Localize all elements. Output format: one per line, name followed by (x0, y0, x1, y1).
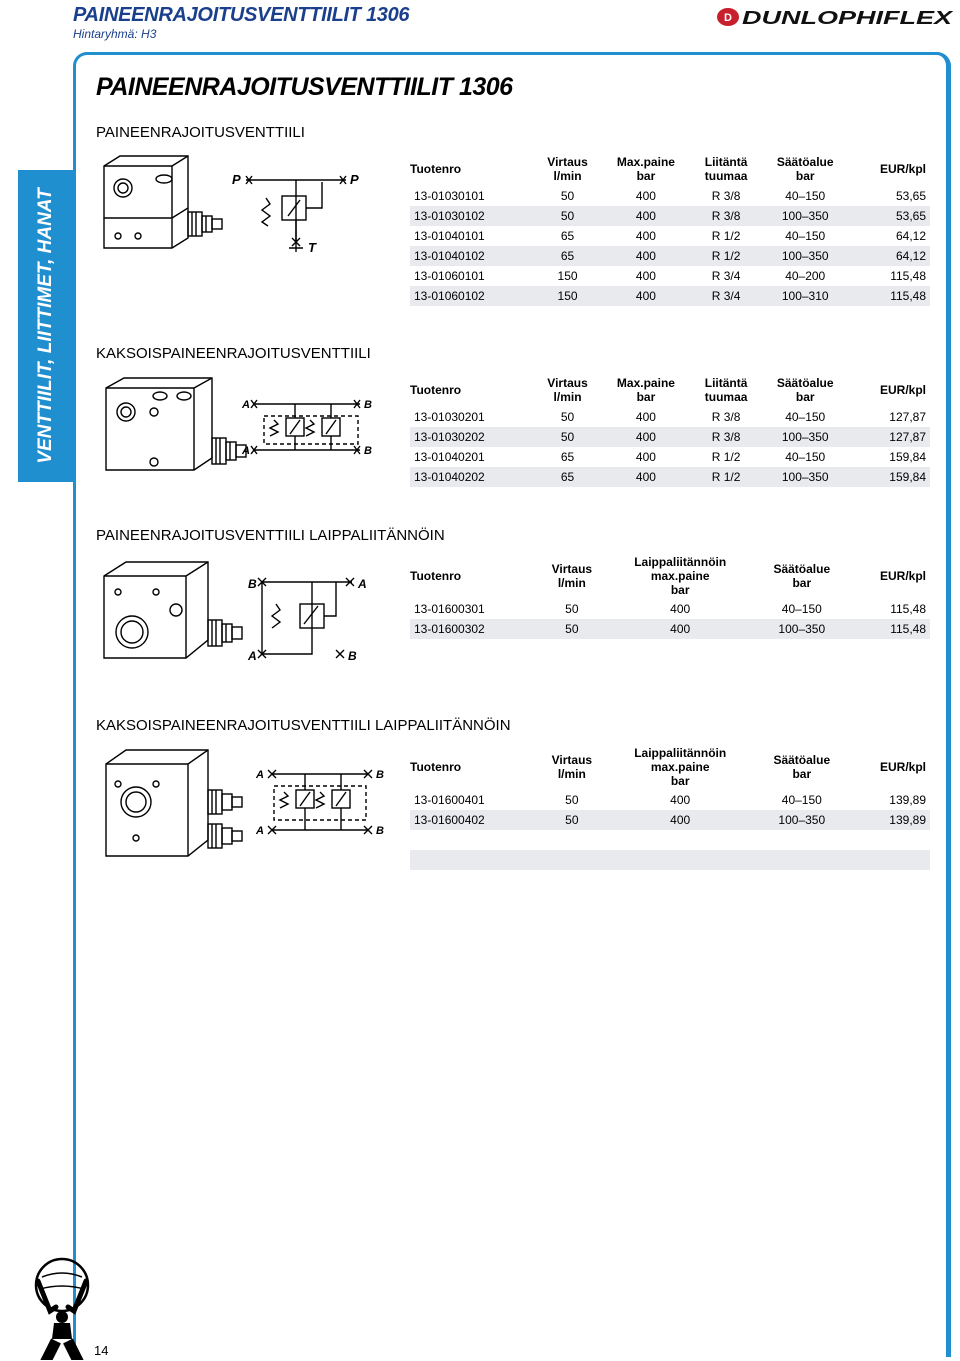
column-header: EUR/kpl (879, 569, 926, 583)
table-cell (848, 830, 930, 850)
table-cell: 115,48 (890, 602, 926, 616)
table-cell (410, 830, 539, 850)
table-cell (605, 830, 755, 850)
double-flange-relief-valve-drawing (96, 744, 408, 864)
column-header: Laippaliitännöin max.paine bar (634, 555, 727, 597)
table-cell: R 3/8 (692, 206, 760, 226)
relief-valve-drawing (96, 152, 408, 262)
table-cell: 127,87 (850, 427, 930, 447)
port-label-a: A (248, 649, 257, 663)
port-label-a: A (242, 445, 250, 457)
table-cell: 127,87 (889, 410, 926, 424)
table-cell: 100–350 (760, 427, 850, 447)
table-cell: 139,89 (889, 793, 926, 807)
table-cell: 400 (635, 450, 656, 464)
table-cell: 159,84 (889, 450, 926, 464)
product-table (410, 152, 930, 306)
table-cell: 400 (635, 269, 656, 283)
page-number: 14 (94, 1343, 109, 1358)
table-row-empty (410, 850, 930, 870)
table-row (410, 226, 930, 246)
table-cell: R 3/8 (711, 410, 741, 424)
table-cell: 100–350 (760, 206, 850, 226)
product-table (410, 553, 930, 639)
table-cell: 53,65 (850, 206, 930, 226)
double-relief-valve-drawing (96, 372, 408, 482)
table-cell: 13-01030201 (414, 410, 485, 424)
table-cell: 40–150 (785, 189, 826, 203)
port-label-b: B (248, 577, 257, 591)
table-cell: 50 (535, 427, 599, 447)
table-cell (539, 850, 605, 870)
table-cell: 65 (535, 246, 599, 266)
table-cell: 115,48 (850, 286, 930, 306)
column-header: Virtaus l/min (547, 155, 588, 183)
table-header-row (410, 744, 930, 790)
table-cell: 150 (557, 269, 578, 283)
table-cell: 400 (600, 427, 692, 447)
table-cell: 13-01030102 (410, 206, 535, 226)
header-subtitle: Hintaryhmä: H3 (73, 27, 157, 41)
section-title: PAINEENRAJOITUSVENTTIILI LAIPPALIITÄNNÖIN (96, 527, 445, 544)
table-cell: 100–310 (760, 286, 850, 306)
column-header: EUR/kpl (879, 162, 926, 176)
table-row (410, 810, 930, 830)
column-header: Tuotenro (410, 383, 462, 397)
table-cell: 400 (670, 602, 691, 616)
table-cell: 13-01600401 (414, 793, 485, 807)
table-cell: 115,48 (890, 269, 926, 283)
table-cell: 400 (670, 793, 691, 807)
column-header: Tuotenro (410, 760, 462, 774)
table-row (410, 447, 930, 467)
table-row (410, 599, 930, 619)
section-title: KAKSOISPAINEENRAJOITUSVENTTIILI (96, 345, 371, 362)
table-row (410, 790, 930, 810)
table-cell: R 3/4 (692, 286, 760, 306)
table-cell: R 3/4 (711, 269, 741, 283)
table-cell: 13-01060102 (410, 286, 535, 306)
table-cell: R 1/2 (692, 467, 760, 487)
flange-relief-valve-drawing (96, 554, 408, 664)
table-cell: 100–350 (760, 246, 850, 266)
table-cell: 40–150 (781, 793, 822, 807)
table-cell: 13-01060101 (414, 269, 485, 283)
port-label-a: A (358, 577, 367, 591)
table-cell: 100–350 (755, 619, 848, 639)
column-header: Max.paine bar (616, 155, 675, 183)
table-cell: 400 (600, 286, 692, 306)
table-cell: 64,12 (850, 246, 930, 266)
table-row (410, 286, 930, 306)
table-row (410, 186, 930, 206)
table-cell: 400 (635, 189, 656, 203)
table-cell: 13-01040202 (410, 467, 535, 487)
table-cell: R 1/2 (692, 246, 760, 266)
brand-logo (716, 6, 956, 28)
table-cell: 65 (560, 450, 575, 464)
table-cell: 53,65 (895, 189, 926, 203)
table-cell: 400 (600, 246, 692, 266)
table-cell: 400 (600, 467, 692, 487)
table-cell: 13-01600301 (414, 602, 485, 616)
column-header: Virtaus l/min (547, 376, 588, 404)
section-title: KAKSOISPAINEENRAJOITUSVENTTIILI LAIPPALIITÄNNÖIN (96, 717, 511, 734)
side-tab-label: VENTTIILIT, LIITTIMET, HANAT (35, 188, 56, 464)
port-label-a: A (256, 769, 264, 781)
column-header: EUR/kpl (879, 760, 926, 774)
port-label-b: B (364, 399, 372, 411)
table-cell: R 3/8 (692, 427, 760, 447)
table-row (410, 266, 930, 286)
atlas-mascot-icon (30, 1255, 95, 1360)
table-cell: 40–200 (785, 269, 826, 283)
table-cell: 400 (605, 619, 755, 639)
table-cell: 400 (605, 810, 755, 830)
table-cell: 13-01600302 (410, 619, 539, 639)
port-label-a: A (256, 825, 264, 837)
table-cell: 400 (635, 229, 656, 243)
table-cell (539, 830, 605, 850)
column-header: EUR/kpl (879, 383, 926, 397)
table-cell: 13-01030101 (414, 189, 485, 203)
column-header: Liitäntä tuumaa (704, 155, 748, 183)
table-cell: 65 (560, 229, 575, 243)
table-cell: 13-01040101 (414, 229, 485, 243)
port-label-b: B (348, 649, 357, 663)
table-cell: 400 (600, 206, 692, 226)
column-header: Max.paine bar (616, 376, 675, 404)
table-cell: 65 (535, 467, 599, 487)
table-cell: 40–150 (785, 410, 826, 424)
table-header-row (410, 553, 930, 599)
product-table (410, 744, 930, 870)
side-category-tab (18, 170, 74, 482)
table-cell: 40–150 (781, 602, 822, 616)
table-cell: 50 (560, 189, 575, 203)
port-label-p: P (232, 172, 241, 187)
table-row (410, 427, 930, 447)
column-header: Säätöalue bar (773, 753, 831, 781)
column-header: Laippaliitännöin max.paine bar (634, 746, 727, 788)
main-title: PAINEENRAJOITUSVENTTIILIT 1306 (96, 73, 513, 101)
table-row (410, 619, 930, 639)
table-cell (755, 850, 848, 870)
table-cell: 50 (565, 793, 579, 807)
table-cell: 159,84 (850, 467, 930, 487)
table-cell: R 3/8 (711, 189, 741, 203)
column-header: Tuotenro (410, 162, 462, 176)
table-cell: 100–350 (760, 467, 850, 487)
table-cell: 13-01040102 (410, 246, 535, 266)
port-label-t: T (308, 240, 316, 255)
table-cell: R 1/2 (711, 229, 741, 243)
table-cell: 50 (565, 602, 579, 616)
product-table (410, 373, 930, 487)
table-cell: 139,89 (848, 810, 930, 830)
table-row (410, 206, 930, 226)
port-label-a: A (242, 399, 250, 411)
table-cell: 64,12 (895, 229, 926, 243)
column-header: Virtaus l/min (551, 562, 593, 590)
table-cell (848, 850, 930, 870)
table-cell: 40–150 (785, 229, 826, 243)
table-cell: 13-01600402 (410, 810, 539, 830)
table-cell (755, 830, 848, 850)
table-cell: 13-01030202 (410, 427, 535, 447)
table-row-empty (410, 830, 930, 850)
table-header-row (410, 152, 930, 186)
table-cell: 400 (635, 410, 656, 424)
port-label-b: B (364, 445, 372, 457)
column-header: Säätöalue bar (773, 562, 831, 590)
table-cell: 13-01040201 (414, 450, 485, 464)
table-row (410, 407, 930, 427)
table-cell: 150 (535, 286, 599, 306)
svg-text:D: D (724, 12, 732, 24)
table-cell: 40–150 (785, 450, 826, 464)
port-label-b: B (376, 769, 384, 781)
section-title: PAINEENRAJOITUSVENTTIILI (96, 124, 305, 141)
table-cell (605, 850, 755, 870)
table-header-row (410, 373, 930, 407)
table-cell: 50 (539, 810, 605, 830)
table-cell: 50 (535, 206, 599, 226)
port-label-b: B (376, 825, 384, 837)
table-cell: 50 (560, 410, 575, 424)
brand-name: DUNLOPHIFLEX (742, 8, 954, 28)
column-header: Virtaus l/min (551, 753, 593, 781)
table-row (410, 467, 930, 487)
port-label-p: P (350, 172, 359, 187)
table-cell: 50 (539, 619, 605, 639)
column-header: Tuotenro (410, 569, 462, 583)
table-cell: 115,48 (848, 619, 930, 639)
header-title: PAINEENRAJOITUSVENTTIILIT 1306 (73, 4, 410, 26)
column-header: Liitäntä tuumaa (704, 376, 748, 404)
table-cell: 100–350 (755, 810, 848, 830)
table-row (410, 246, 930, 266)
table-cell (410, 850, 539, 870)
column-header: Säätöalue bar (776, 155, 834, 183)
table-cell: R 1/2 (711, 450, 741, 464)
column-header: Säätöalue bar (776, 376, 834, 404)
